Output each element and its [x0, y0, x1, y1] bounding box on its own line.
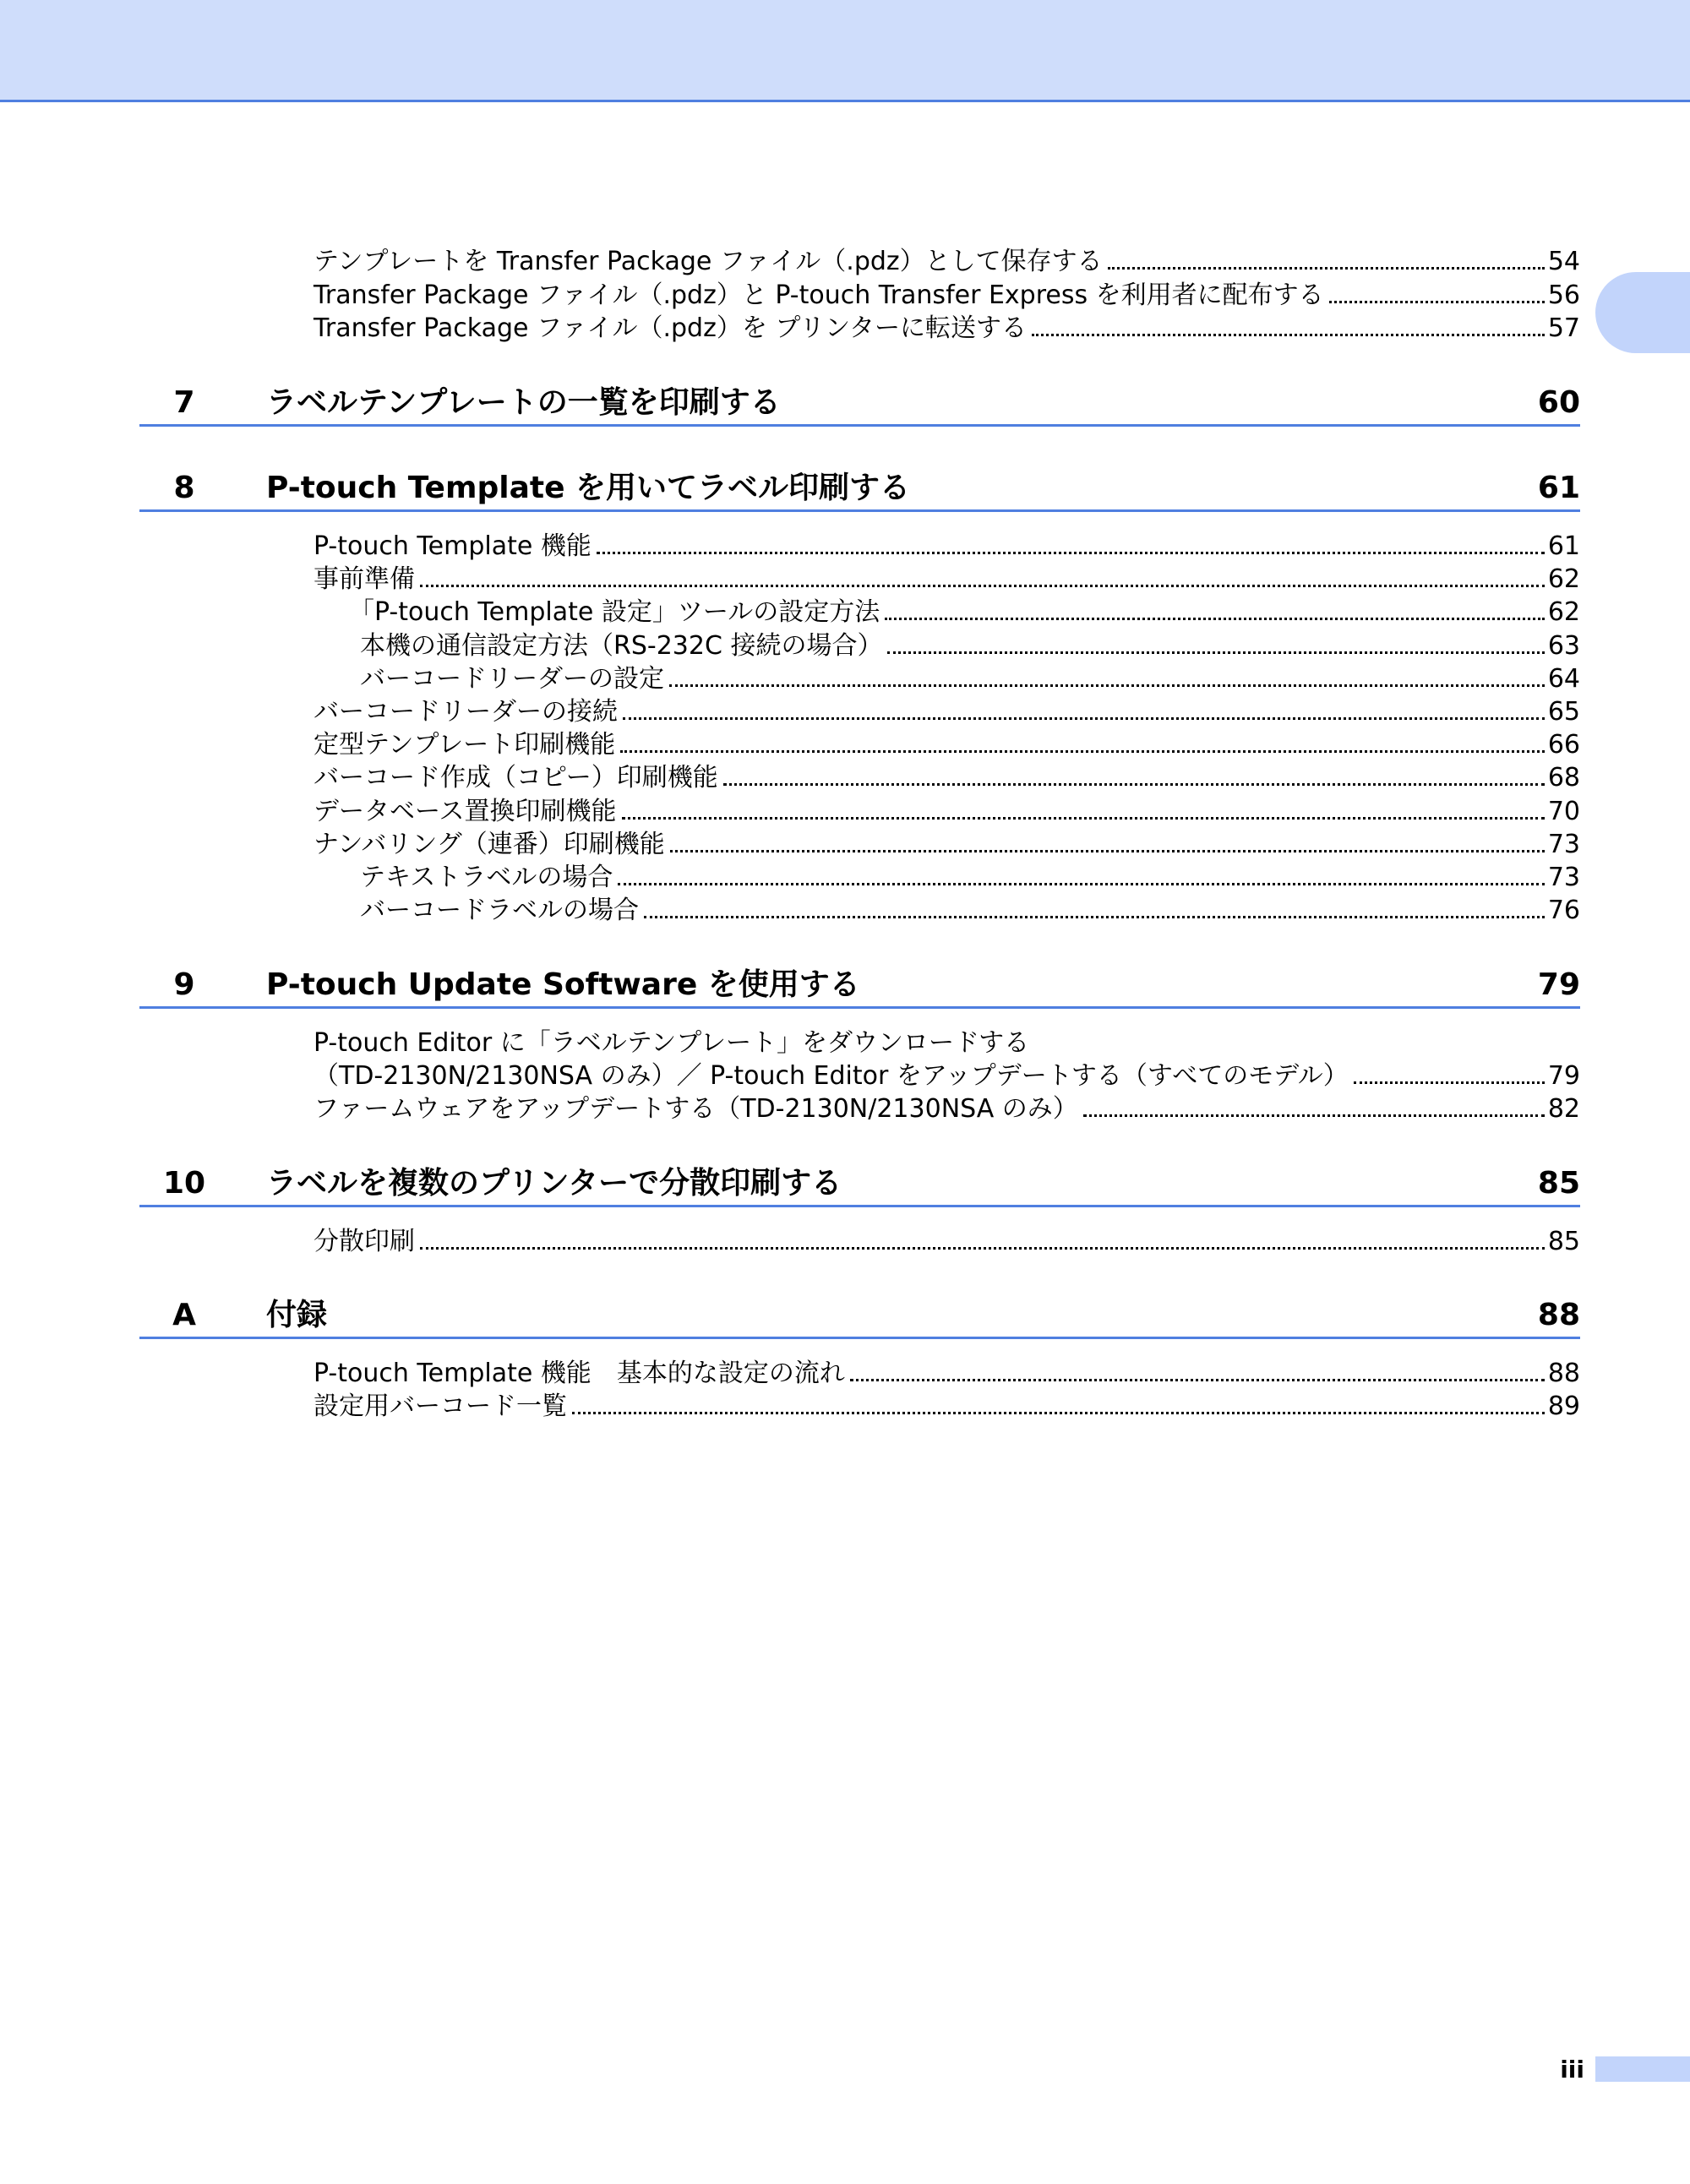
toc-entry-page: 63: [1547, 631, 1580, 661]
toc-entry[interactable]: [313, 1390, 1580, 1424]
toc-entry[interactable]: [313, 245, 1580, 279]
toc-entry-text: 分散印刷: [313, 1227, 415, 1256]
toc-entry-page: 62: [1547, 597, 1580, 627]
toc-entry-line1[interactable]: P-touch Editor に「ラベルテンプレート」をダウンロードする: [313, 1028, 1030, 1058]
toc-entry-page: 57: [1547, 313, 1580, 343]
chapter-page: 88: [1537, 1298, 1580, 1332]
toc-entry-page: 66: [1547, 730, 1580, 760]
dot-leader: [623, 717, 1545, 720]
dot-leader: [597, 552, 1545, 554]
toc-entry-page: 65: [1547, 697, 1580, 727]
toc-entry-page: 56: [1547, 280, 1580, 310]
toc-entry-page: 82: [1547, 1094, 1580, 1124]
toc-subentry[interactable]: [360, 629, 1580, 663]
toc-entry-text: ファームウェアをアップデートする（TD-2130N/2130NSA のみ）: [313, 1094, 1078, 1124]
footer-page-number: iii: [1560, 2056, 1584, 2083]
toc-entry-text: 設定用バーコード一覧: [313, 1392, 567, 1421]
toc-entry-page: 76: [1547, 896, 1580, 925]
chapter-number: 8: [173, 471, 195, 505]
dot-leader: [850, 1379, 1545, 1381]
dot-leader: [644, 916, 1545, 918]
dot-leader: [618, 883, 1544, 885]
dot-leader: [723, 783, 1545, 786]
dot-leader: [669, 684, 1545, 687]
chapter-page: 61: [1537, 471, 1580, 505]
toc-entry[interactable]: [313, 761, 1580, 795]
toc-entry-page: 79: [1547, 1061, 1580, 1091]
toc-entry-page: 70: [1547, 797, 1580, 826]
toc-entry-text: （TD-2130N/2130NSA のみ）／ P-touch Editor をアップデートする（すべてのモデル）: [313, 1061, 1349, 1091]
toc-subentry[interactable]: [360, 861, 1580, 895]
toc-entry-text: Transfer Package ファイル（.pdz）と P-touch Transfer Express を利用者に配布する: [313, 280, 1324, 310]
chapter-number: 10: [162, 1166, 206, 1201]
toc-entry-text: バーコードリーダーの設定: [360, 664, 664, 694]
chapter-number: A: [172, 1298, 196, 1332]
toc-entry-page: 73: [1547, 863, 1580, 892]
toc-entry-text: P-touch Template 機能: [313, 531, 592, 561]
toc-entry-page: 88: [1547, 1359, 1580, 1388]
toc-entry[interactable]: [313, 1225, 1580, 1259]
chapter-number: 7: [173, 385, 195, 420]
chapter-title: 付録: [266, 1298, 328, 1332]
toc-entry-text: テキストラベルの場合: [360, 863, 613, 892]
chapter-title: P-touch Update Software を使用する: [266, 967, 860, 1002]
toc-entry-text: ナンバリング（連番）印刷機能: [313, 830, 665, 859]
chapter-heading-9[interactable]: [139, 964, 1580, 1009]
toc-entry-text: Transfer Package ファイル（.pdz）を プリンターに転送する: [313, 313, 1027, 343]
dot-leader: [885, 618, 1545, 620]
toc-subentry[interactable]: [349, 596, 1580, 629]
toc-entry[interactable]: [313, 312, 1580, 346]
toc-subentry[interactable]: [360, 894, 1580, 928]
toc-entry-page: 54: [1547, 247, 1580, 276]
toc-entry[interactable]: [313, 828, 1580, 862]
toc-entry-text: データベース置換印刷機能: [313, 797, 617, 826]
toc-entry-text: バーコード作成（コピー）印刷機能: [313, 763, 718, 792]
dot-leader: [420, 585, 1545, 587]
dot-leader: [1108, 267, 1545, 270]
toc-entry[interactable]: [313, 1357, 1580, 1391]
toc-entry-page: 73: [1547, 830, 1580, 859]
toc-entry-page: 62: [1547, 564, 1580, 594]
dot-leader: [887, 651, 1544, 654]
toc-entry-page: 61: [1547, 531, 1580, 561]
chapter-title: P-touch Template を用いてラベル印刷する: [266, 471, 911, 505]
header-band: [0, 0, 1690, 102]
dot-leader: [670, 850, 1545, 852]
toc-entry[interactable]: [313, 1059, 1580, 1093]
chapter-page: 79: [1537, 967, 1580, 1002]
dot-leader: [622, 817, 1545, 820]
chapter-heading-10[interactable]: [139, 1163, 1580, 1207]
toc-entry-text: テンプレートを Transfer Package ファイル（.pdz）として保存する: [313, 247, 1103, 276]
chapter-page: 60: [1537, 385, 1580, 420]
toc-entry-page: 64: [1547, 664, 1580, 694]
toc-entry-text: バーコードリーダーの接続: [313, 697, 618, 727]
dot-leader: [572, 1412, 1545, 1414]
toc-entry-text: 事前準備: [313, 564, 415, 594]
chapter-heading-7[interactable]: [139, 382, 1580, 427]
toc-entry-text: バーコードラベルの場合: [360, 896, 639, 925]
toc-entry[interactable]: [313, 795, 1580, 829]
chapter-number: 9: [173, 967, 195, 1002]
chapter-heading-8[interactable]: [139, 467, 1580, 512]
dot-leader: [420, 1247, 1545, 1250]
chapter-page: 85: [1537, 1166, 1580, 1201]
toc-entry[interactable]: [313, 530, 1580, 564]
toc-entry[interactable]: [313, 695, 1580, 729]
toc-entry-text: 本機の通信設定方法（RS-232C 接続の場合）: [360, 631, 883, 661]
toc-entry[interactable]: [313, 728, 1580, 762]
chapter-heading-appendix[interactable]: [139, 1294, 1580, 1339]
footer-bar: [1595, 2056, 1690, 2082]
toc-entry[interactable]: [313, 1092, 1580, 1126]
toc-entry[interactable]: [313, 563, 1580, 596]
dot-leader: [1354, 1081, 1545, 1084]
toc-entry-page: 85: [1547, 1227, 1580, 1256]
toc-entry-text: 「P-touch Template 設定」ツールの設定方法: [349, 597, 880, 627]
toc-entry-text: 定型テンプレート印刷機能: [313, 730, 616, 760]
chapter-title: ラベルテンプレートの一覧を印刷する: [266, 385, 781, 420]
chapter-title: ラベルを複数のプリンターで分散印刷する: [266, 1166, 842, 1201]
toc-entry[interactable]: [313, 279, 1580, 313]
toc-entry-page: 68: [1547, 763, 1580, 792]
dot-leader: [1329, 301, 1545, 303]
dot-leader: [1032, 334, 1545, 336]
dot-leader: [620, 750, 1545, 753]
dot-leader: [1083, 1114, 1545, 1117]
toc-entry-text: P-touch Template 機能 基本的な設定の流れ: [313, 1359, 845, 1388]
toc-entry-page: 89: [1547, 1392, 1580, 1421]
chapter-side-tab: [1595, 272, 1690, 353]
toc-subentry[interactable]: [360, 662, 1580, 696]
